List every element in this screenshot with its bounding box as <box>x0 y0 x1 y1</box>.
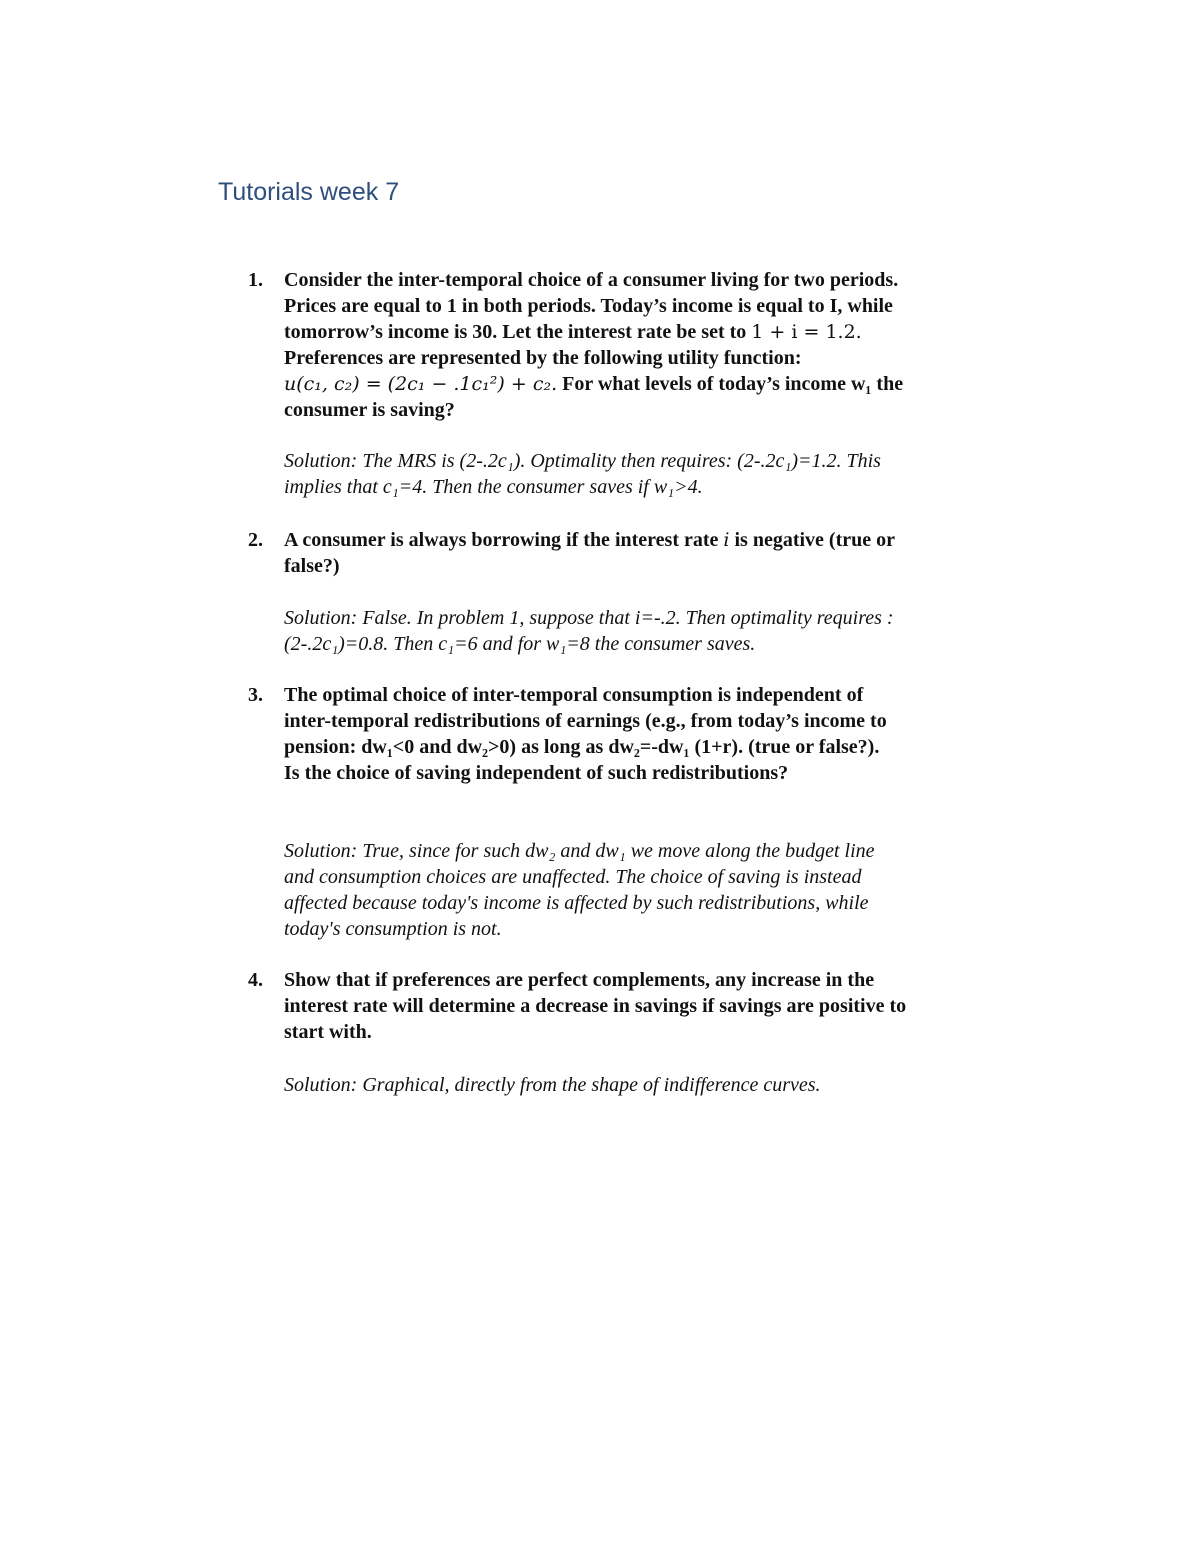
question-number: 3. <box>248 684 263 706</box>
question-text: A consumer is always borrowing if the interest rate i is negative (true or false?) <box>284 529 895 577</box>
question-3 <box>248 682 1004 786</box>
question-2 <box>248 527 1004 579</box>
question-number: 1. <box>248 269 263 291</box>
question-number: 2. <box>248 529 263 551</box>
question-text: The optimal choice of inter-temporal consumption is independent of inter-temporal redistributions of earnings (e.g., from today’s income to pension: dw₁<0 and dw₂>0) as long as dw₂=-dw₁ (1+r). (true or false?). Is the choice of saving independent of such redistributions? <box>284 684 887 784</box>
question-1 <box>248 267 1004 423</box>
interest-symbol: i <box>723 529 730 551</box>
question-text: Consider the inter-temporal choice of a consumer living for two periods. Prices are equal to 1 in both periods. Today’s income is equal to I, while tomorrow’s income is 30. Let the interest rate be set to 1 + i = 1.2. Preferences are represented by the following utility function: u(c₁, c₂) = (2c₁ − .1c₁²) + c₂. For what levels of today’s income w₁ the consumer is saving? <box>284 269 904 421</box>
solution-4: Solution: Graphical, directly from the shape of indifference curves. <box>284 1074 821 1096</box>
interest-rate-equation: 1 + i = 1.2. <box>751 321 862 343</box>
page-title: Tutorials week 7 <box>218 178 400 206</box>
question-text: Show that if preferences are perfect complements, any increase in the interest rate will determine a decrease in savings if savings are positive to start with. <box>284 969 907 1043</box>
question-number: 4. <box>248 969 263 991</box>
question-4 <box>248 967 1004 1045</box>
utility-function: u(c₁, c₂) = (2c₁ − .1c₁²) + c₂. <box>284 373 558 395</box>
solution-1: Solution: The MRS is (2-.2c₁). Optimality then requires: (2-.2c₁)=1.2. This implies that c₁=4. Then the consumer saves if w₁>4. <box>284 450 881 498</box>
solution-2: Solution: False. In problem 1, suppose that i=-.2. Then optimality requires : (2-.2c₁)=0.8. Then c₁=6 and for w₁=8 the consumer saves. <box>284 607 894 655</box>
solution-3: Solution: True, since for such dw₂ and dw₁ we move along the budget line and consumption choices are unaffected. The choice of saving is instead affected because today's income is affected by such redistributions, while today's consumption is not. <box>284 840 875 940</box>
